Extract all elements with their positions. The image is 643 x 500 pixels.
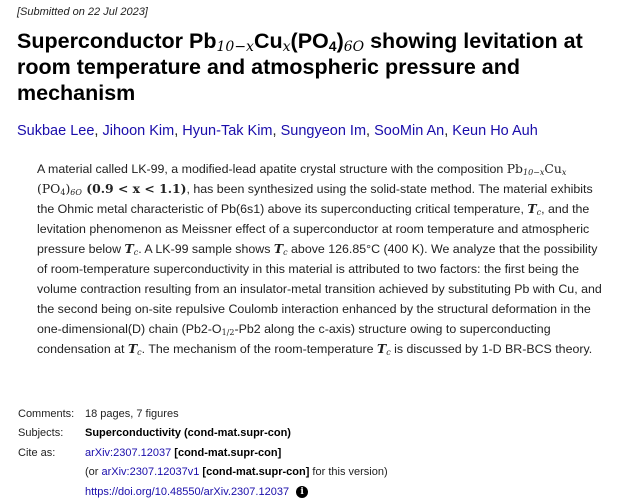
abstract-formula-sub: 10−x [522,168,545,177]
abstract-formula-sub: x [561,168,567,177]
title-formula-po: (PO [290,29,329,53]
author-separator: , [272,123,281,139]
cite-label: Cite as: [18,446,56,459]
abstract-text: above 126.85°C (400 K). We analyze that the possibility of room-temperature superconductivity in this material is attributed to two factors: the first being the volume contraction resulting from an insulator-metal transition achieved by substituting Pb with Cu, and the second being on-site repulsive Coulomb interaction enhanced by the structural deformation in the one-dimensional(D) chain (Pb2-O [37,242,602,336]
abstract-formula-sub: 4 [60,188,66,197]
abstract-text: -Pb2 along the c-axis) structure owing to superconducting condensation at [37,322,551,356]
author-separator: , [366,123,375,139]
version-suffix: for this version) [309,466,388,479]
metadata-row-cite [18,443,388,463]
abstract-formula: ) [65,181,71,196]
abstract-tc-sub: c [536,208,542,217]
author-link[interactable]: SooMin An [374,123,445,139]
abstract-tc-sub: c [386,348,391,357]
title-formula [189,29,364,53]
version-link[interactable]: arXiv:2307.12037v1 [101,466,200,479]
author-list [17,123,538,139]
abstract-tc: T [124,241,134,256]
author-link[interactable]: Sungyeon Im [280,123,367,139]
author-link[interactable]: Sukbae Lee [17,123,95,139]
abstract-tc-sub: c [133,248,139,257]
author-link[interactable]: Jihoon Kim [102,123,175,139]
abstract-text: , and the levitation phenomenon as Meissner effect of a superconductor at room temperature and atmospheric pressure below [37,202,590,256]
abstract-tc: T [273,241,284,256]
metadata-table [18,404,388,500]
abstract-text: A material called LK-99, a modified-lead apatite crystal structure with the composition [37,162,507,176]
doi-link[interactable]: https://doi.org/10.48550/arXiv.2307.12037 [85,485,290,498]
title-suffix: showing levitation at room temperature and atmospheric pressure and mechanism [17,29,583,105]
comments-label: Comments: [18,407,75,420]
title-formula-pb-sub: 10−x [216,39,254,55]
abstract [37,159,609,359]
abstract-tc: T [376,341,387,356]
author-separator: , [94,123,103,139]
cite-category: [cond-mat.supr-con] [174,446,282,459]
metadata-row-subjects [18,424,388,444]
abstract-tc-sub: c [137,348,142,357]
paper-title [17,28,639,106]
comments-value: 18 pages, 7 figures [85,407,179,420]
abstract-text: , has been synthesized using the solid-state method. The material exhibits the Ohmic metal characteristic of Pb(6s1) above its superconducting critical temperature, [37,182,593,216]
doi-value [85,486,308,498]
author-link[interactable]: Keun Ho Auh [452,123,538,139]
abstract-tc: T [527,201,537,216]
abstract-formula: Pb [506,161,523,176]
subjects-label: Subjects: [18,427,64,440]
title-formula-pb: Pb [189,29,217,53]
info-icon[interactable]: i [296,486,308,498]
submission-date: [Submitted on 22 Jul 2023] [17,6,148,18]
title-formula-cu-sub: x [282,39,291,55]
cite-arxiv-link[interactable]: arXiv:2307.12037 [85,446,172,459]
metadata-row-version [18,463,388,483]
abstract-formula: Cu [544,161,562,176]
abstract-formula: (PO [37,181,61,196]
author-link[interactable]: Hyun-Tak Kim [182,123,273,139]
title-formula-close-sub: 6O [343,39,365,55]
cite-value [85,447,281,459]
subjects-value: Superconductivity (cond-mat.supr-con) [85,427,291,440]
metadata-row-doi [18,482,388,500]
abstract-formula-range: (0.9 < x < 1.1) [81,181,187,196]
author-separator: , [444,123,453,139]
abstract-tc: T [127,341,138,356]
author-separator: , [174,123,183,139]
version-category: [cond-mat.supr-con] [202,466,310,479]
metadata-row-comments [18,404,388,424]
version-prefix: (or [85,466,102,479]
abstract-text: . A LK-99 sample shows [138,242,274,256]
abstract-text: . The mechanism of the room-temperature [141,342,377,356]
title-prefix: Superconductor [17,29,190,53]
abstract-tc-sub: c [283,248,288,257]
title-formula-po-sub: 4 [328,38,337,54]
abstract-o-sub: 1/2 [221,328,235,337]
version-value [85,466,388,478]
abstract-formula-sub: 6O [70,188,82,197]
abstract-text: is discussed by 1-D BR-BCS theory. [390,342,593,356]
title-formula-cu: Cu [253,29,283,53]
title-formula-close: ) [336,29,344,53]
